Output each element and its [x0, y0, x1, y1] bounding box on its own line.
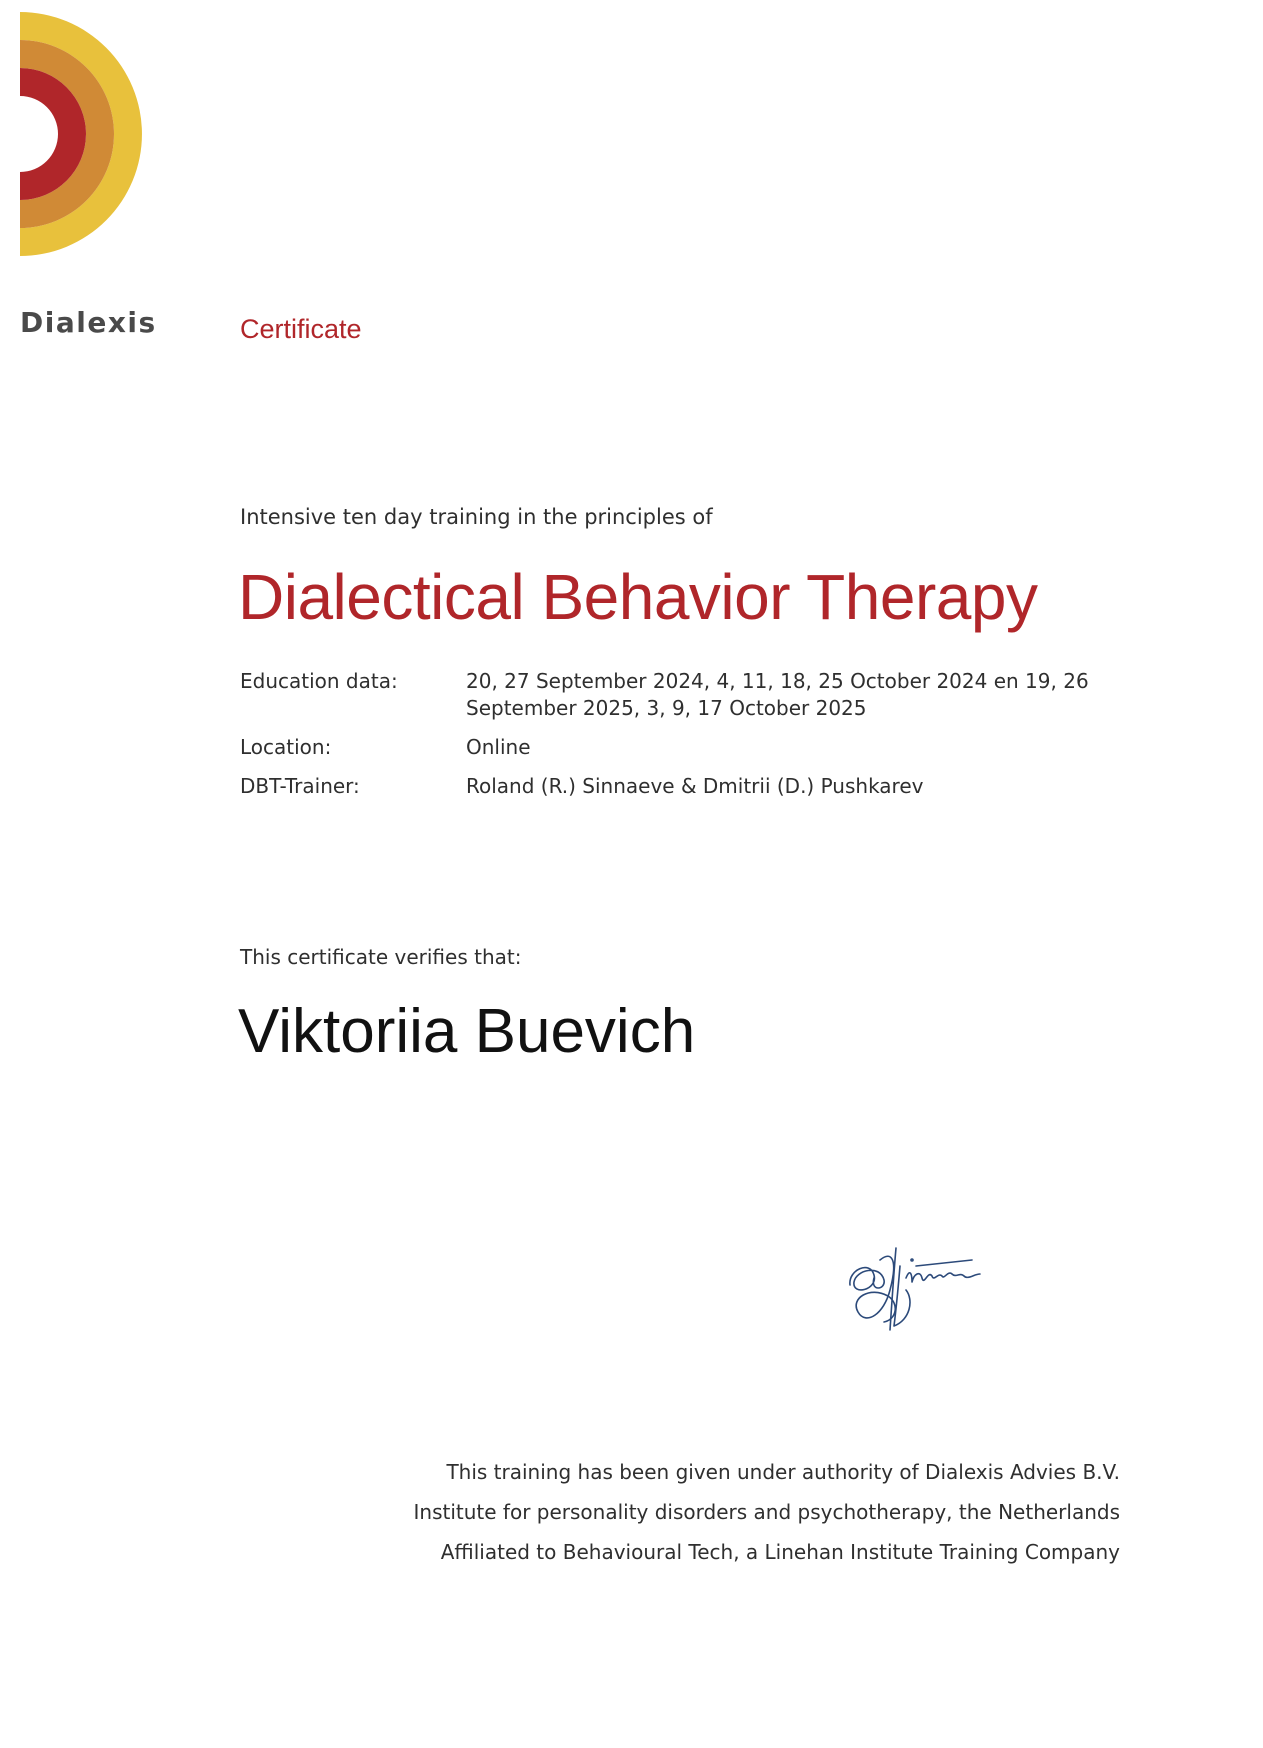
footer-line: Institute for personality disorders and psychotherapy, the Netherlands	[413, 1500, 1120, 1524]
course-details	[240, 668, 1140, 800]
detail-value: Online	[466, 735, 531, 759]
detail-label: Education data:	[240, 669, 398, 693]
course-intro: Intensive ten day training in the principles of	[240, 505, 713, 529]
detail-value: Roland (R.) Sinnaeve & Dmitrii (D.) Pushkarev	[466, 774, 924, 798]
verification-text: This certificate verifies that:	[240, 945, 522, 969]
detail-value: 20, 27 September 2024, 4, 11, 18, 25 October 2024 en 19, 26 September 2025, 3, 9, 17 October 2025	[466, 669, 1089, 720]
footer-line: Affiliated to Behavioural Tech, a Linehan Institute Training Company	[440, 1540, 1120, 1564]
detail-row-location	[240, 734, 1140, 761]
handwritten-signature-icon	[840, 1230, 990, 1340]
course-title: Dialectical Behavior Therapy	[238, 561, 1038, 633]
footer-authority	[414, 1452, 1121, 1572]
footer-line: This training has been given under authority of Dialexis Advies B.V.	[446, 1460, 1120, 1484]
detail-row-education	[240, 668, 1140, 722]
recipient-name: Viktoriia Buevich	[238, 997, 696, 1066]
detail-label: DBT-Trainer:	[240, 774, 360, 798]
detail-label: Location:	[240, 735, 332, 759]
certificate-label: Certificate	[240, 314, 362, 344]
dialexis-arc-logo-icon	[0, 0, 160, 270]
detail-row-trainer	[240, 773, 1140, 800]
brand-wordmark: Dialexis	[20, 306, 157, 339]
